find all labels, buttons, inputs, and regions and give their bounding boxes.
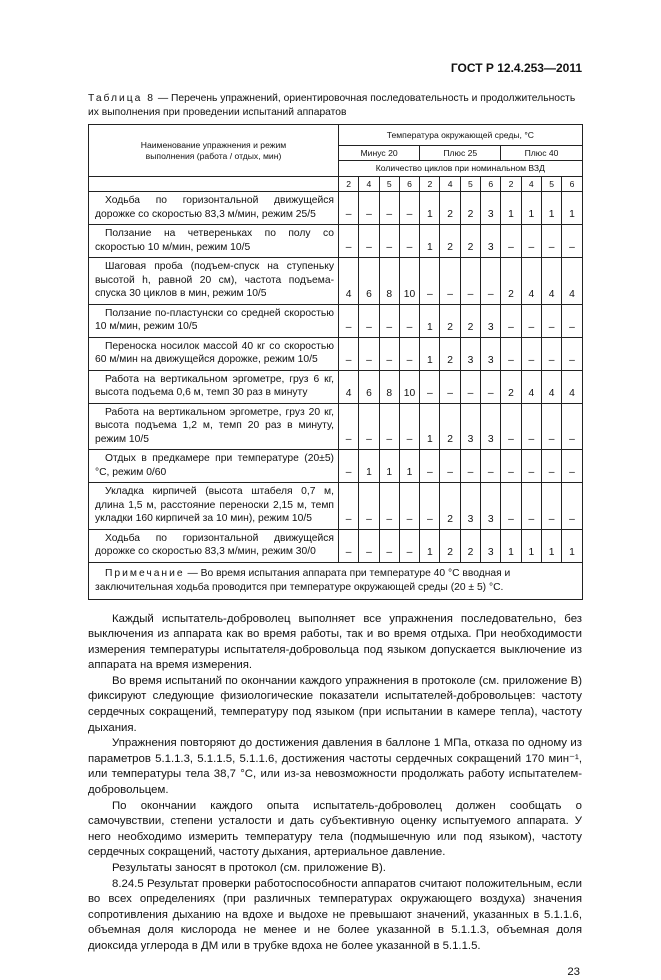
column-number: 6 (399, 177, 419, 192)
cycle-value: 6 (359, 258, 379, 305)
cycle-value: – (562, 304, 582, 337)
cycle-value: – (501, 225, 521, 258)
note-label: Примечание (105, 567, 185, 579)
cycle-value: – (359, 337, 379, 370)
cycle-value: 2 (460, 225, 480, 258)
cycle-value: – (420, 450, 440, 483)
cycle-value: – (501, 403, 521, 450)
cycle-value: – (339, 450, 359, 483)
cycle-value: – (420, 258, 440, 305)
cycle-value: 2 (440, 337, 460, 370)
cycle-value: – (481, 370, 501, 403)
cycle-value: – (399, 192, 419, 225)
cycle-value: 3 (460, 483, 480, 530)
cycle-value: – (460, 450, 480, 483)
exercise-name: Ползание на четверенькax по полу со скоростью 10 м/мин, режим 10/5 (89, 225, 339, 258)
exercise-name: Ползание по-пластунски со средней скоростью 10 м/мин, режим 10/5 (89, 304, 339, 337)
cycle-value: 3 (481, 337, 501, 370)
cycle-value: – (379, 529, 399, 562)
cycle-value: – (541, 225, 561, 258)
cycle-value: – (440, 450, 460, 483)
cycle-value: – (399, 225, 419, 258)
cycle-value: 3 (481, 529, 501, 562)
column-number: 6 (481, 177, 501, 192)
cycle-value: 4 (541, 258, 561, 305)
cycle-value: 1 (541, 192, 561, 225)
cycle-value: 1 (562, 192, 582, 225)
cycle-value: – (562, 450, 582, 483)
cycle-value: – (541, 403, 561, 450)
cycle-value: – (440, 258, 460, 305)
cycle-value: 4 (562, 370, 582, 403)
table-row (89, 258, 583, 305)
temp-group: Минус 20 (339, 146, 420, 161)
paragraph: Каждый испытатель-доброволец выполняет все упражнения последовательно, без выключения из аппарата как во время работы, так и во время отдыха. При необходимости измерения температуры испытателя-добровольца под языком допускается выключение из аппарата на время измерения. (88, 612, 582, 672)
table-row (89, 483, 583, 530)
cycle-value: – (339, 483, 359, 530)
cycle-value: – (460, 258, 480, 305)
column-number: 6 (562, 177, 582, 192)
name-column-header: Наименование упражнения и режим выполнения (работа / отдых, мин) (89, 125, 339, 177)
cycle-value: – (359, 403, 379, 450)
cycle-value: – (521, 403, 541, 450)
cycle-value: – (379, 304, 399, 337)
table-row (89, 225, 583, 258)
exercise-name: Шаговая проба (подъем-спуск на ступеньку высотой h, равной 20 см), частота подъема-спуска 30 циклов в мин, режим 10/5 (89, 258, 339, 305)
cycle-value: – (339, 529, 359, 562)
cycle-value: 10 (399, 258, 419, 305)
paragraph: Упражнения повторяют до достижения давления в баллоне 1 МПа, отказа по одному из параметров 5.1.1.3, 5.1.1.5, 5.1.1.6, достижения частоты сердечных сокращений 170 мин⁻¹, или температуры тела 38,7 °С, или из-за невозможности продолжать работу испытателем-добровольцем. (88, 737, 582, 797)
exercise-name: Работа на вертикальном эргометре, груз 20 кг, высота подъема 1,2 м, темп 20 раз в минуту, режим 10/5 (89, 403, 339, 450)
table-row (89, 192, 583, 225)
cycle-value: 6 (359, 370, 379, 403)
empty-cell (89, 177, 339, 192)
cycle-value: 1 (420, 304, 440, 337)
exercise-table (88, 124, 583, 600)
cycle-value: 2 (440, 483, 460, 530)
table-label: Таблица 8 (88, 93, 155, 104)
cycle-value: 4 (521, 370, 541, 403)
cycle-value: – (339, 337, 359, 370)
column-number: 2 (420, 177, 440, 192)
cycle-value: – (521, 483, 541, 530)
temp-group: Плюс 40 (501, 146, 582, 161)
cycle-value: 3 (481, 483, 501, 530)
cycle-value: – (501, 450, 521, 483)
cycle-value: 2 (440, 304, 460, 337)
cycle-value: 1 (420, 225, 440, 258)
paragraph: 8.24.5 Результат проверки работоспособности аппаратов считают положительным, если во всех определениях (при различных температурах окружающего воздуха) значения сопротивления дыханию на вдохе и выдохе не превышают значений, указанных в 5.1.1.6, объемная доля кислорода не менее и не более указанной в 5.1.1.3, объемная доля диоксида углерода в ДМ или в трубке вдоха не более указанной в 5.1.1.5. (88, 877, 582, 952)
cycle-value: 2 (440, 403, 460, 450)
cycle-value: – (399, 403, 419, 450)
cycle-value: 1 (399, 450, 419, 483)
paragraph: Результаты заносят в протокол (см. приложение В). (112, 862, 386, 874)
cycle-value: – (359, 304, 379, 337)
exercise-name: Переноска носилок массой 40 кг со скоростью 60 м/мин на движущейся дорожке, режим 10/5 (89, 337, 339, 370)
cycle-value: – (541, 483, 561, 530)
cycle-value: 4 (521, 258, 541, 305)
cycles-header: Количество циклов при номинальном ВЗД (339, 161, 583, 177)
exercise-name: Отдых в предкамере при температуре (20±5) °С, режим 0/60 (89, 450, 339, 483)
cycle-value: – (562, 225, 582, 258)
cycle-value: 2 (460, 529, 480, 562)
cycle-value: 2 (440, 192, 460, 225)
cycle-value: 1 (501, 529, 521, 562)
cycle-value: 1 (541, 529, 561, 562)
document-number: ГОСТ Р 12.4.253—2011 (450, 61, 582, 75)
column-number: 2 (501, 177, 521, 192)
exercise-name: Ходьба по горизонтальной движущейся дорожке со скоростью 83,3 м/мин, режим 30/0 (89, 529, 339, 562)
cycle-value: – (501, 337, 521, 370)
paragraph: Во время испытаний по окончании каждого упражнения в протоколе (см. приложение В) фиксируют следующие физиологические показатели испытателей-добровольцев: частоту сердечных сокращений, температуру под языком (при испытании в камере тепла), частоту дыхания. (88, 674, 582, 734)
cycle-value: 10 (399, 370, 419, 403)
cycle-value: – (359, 483, 379, 530)
cycle-value: 8 (379, 370, 399, 403)
cycle-value: 1 (420, 192, 440, 225)
paragraph: По окончании каждого опыта испытатель-доброволец должен сообщать о самочувствии, степени усталости и дать субъективную оценку испытуемого аппарата. У него необходимо измерить температуру тела (подмышечную или под языком), частоту сердечных сокращений, частоту дыхания, артериальное давление. (88, 799, 582, 859)
cycle-value: – (521, 304, 541, 337)
cycle-value: – (379, 483, 399, 530)
page-content (88, 61, 582, 980)
cycle-value: 2 (440, 225, 460, 258)
cycle-value: 4 (339, 258, 359, 305)
table-row (89, 529, 583, 562)
cycle-value: – (541, 450, 561, 483)
column-number: 4 (440, 177, 460, 192)
column-number: 5 (541, 177, 561, 192)
cycle-value: – (460, 370, 480, 403)
cycle-value: 3 (460, 337, 480, 370)
cycle-value: 2 (440, 529, 460, 562)
cycle-value: 1 (379, 450, 399, 483)
cycle-value: – (339, 304, 359, 337)
cycle-value: 1 (501, 192, 521, 225)
cycle-value: – (562, 403, 582, 450)
cycle-value: 1 (562, 529, 582, 562)
cycle-value: 4 (541, 370, 561, 403)
cycle-value: 1 (521, 192, 541, 225)
cycle-value: – (562, 483, 582, 530)
table-note (89, 562, 583, 599)
cycle-value: – (379, 192, 399, 225)
cycle-value: – (501, 483, 521, 530)
column-number: 2 (339, 177, 359, 192)
body-text (88, 612, 582, 955)
cycle-value: 3 (481, 192, 501, 225)
cycle-value: – (359, 192, 379, 225)
cycle-value: – (399, 529, 419, 562)
cycle-value: – (481, 258, 501, 305)
cycle-value: – (339, 192, 359, 225)
cycle-value: 2 (460, 304, 480, 337)
table-row (89, 403, 583, 450)
cycle-value: – (440, 370, 460, 403)
cycle-value: – (359, 529, 379, 562)
temperature-header: Температура окружающей среды, °С (339, 125, 583, 146)
cycle-value: – (521, 450, 541, 483)
cycle-value: – (521, 337, 541, 370)
table-row (89, 370, 583, 403)
cycle-value: 3 (460, 403, 480, 450)
cycle-value: 1 (359, 450, 379, 483)
cycle-value: 2 (501, 370, 521, 403)
cycle-value: 1 (420, 337, 440, 370)
column-number: 5 (379, 177, 399, 192)
cycle-value: 1 (420, 529, 440, 562)
cycle-value: 1 (420, 403, 440, 450)
cycle-value: – (359, 225, 379, 258)
cycle-value: 3 (481, 403, 501, 450)
exercise-name: Ходьба по горизонтальной движущейся дорожке со скоростью 83,3 м/мин, режим 25/5 (89, 192, 339, 225)
cycle-value: – (481, 450, 501, 483)
temp-group: Плюс 25 (420, 146, 501, 161)
cycle-value: – (399, 304, 419, 337)
cycle-value: – (379, 403, 399, 450)
cycle-value: 8 (379, 258, 399, 305)
cycle-value: – (420, 370, 440, 403)
cycle-value: – (521, 225, 541, 258)
table-caption (88, 92, 582, 120)
table-row (89, 304, 583, 337)
cycle-value: – (339, 225, 359, 258)
column-number: 4 (521, 177, 541, 192)
cycle-value: – (541, 304, 561, 337)
cycle-value: 2 (460, 192, 480, 225)
cycle-value: 2 (501, 258, 521, 305)
cycle-value: – (399, 483, 419, 530)
note-text: — Во время испытания аппарата при температуре 40 °С вводная и заключительная ходьба проводится при температуре окружающей среды (20 ± 5) °С. (95, 567, 511, 593)
page-number: 23 (567, 965, 580, 978)
cycle-value: – (399, 337, 419, 370)
cycle-value: – (379, 225, 399, 258)
column-number: 5 (460, 177, 480, 192)
table-row (89, 450, 583, 483)
table-row (89, 337, 583, 370)
cycle-value: 3 (481, 304, 501, 337)
cycle-value: – (339, 403, 359, 450)
table-caption-text: — Перечень упражнений, ориентировочная последовательность и продолжительность их выполнения при проведении испытаний аппаратов (88, 93, 576, 118)
cycle-value: – (501, 304, 521, 337)
cycle-value: – (562, 337, 582, 370)
column-number: 4 (359, 177, 379, 192)
cycle-value: – (541, 337, 561, 370)
cycle-value: – (379, 337, 399, 370)
cycle-value: 1 (521, 529, 541, 562)
cycle-value: 3 (481, 225, 501, 258)
cycle-value: 4 (562, 258, 582, 305)
cycle-value: – (420, 483, 440, 530)
exercise-name: Укладка кирпичей (высота штабеля 0,7 м, длина 1,5 м, расстояние переноски 2,15 м, темп укладки 160 кирпичей за 10 мин), режим 10/5 (89, 483, 339, 530)
exercise-name: Работа на вертикальном эргометре, груз 6 кг, высота подъема 0,6 м, темп 30 раз в минуту (89, 370, 339, 403)
cycle-value: 4 (339, 370, 359, 403)
